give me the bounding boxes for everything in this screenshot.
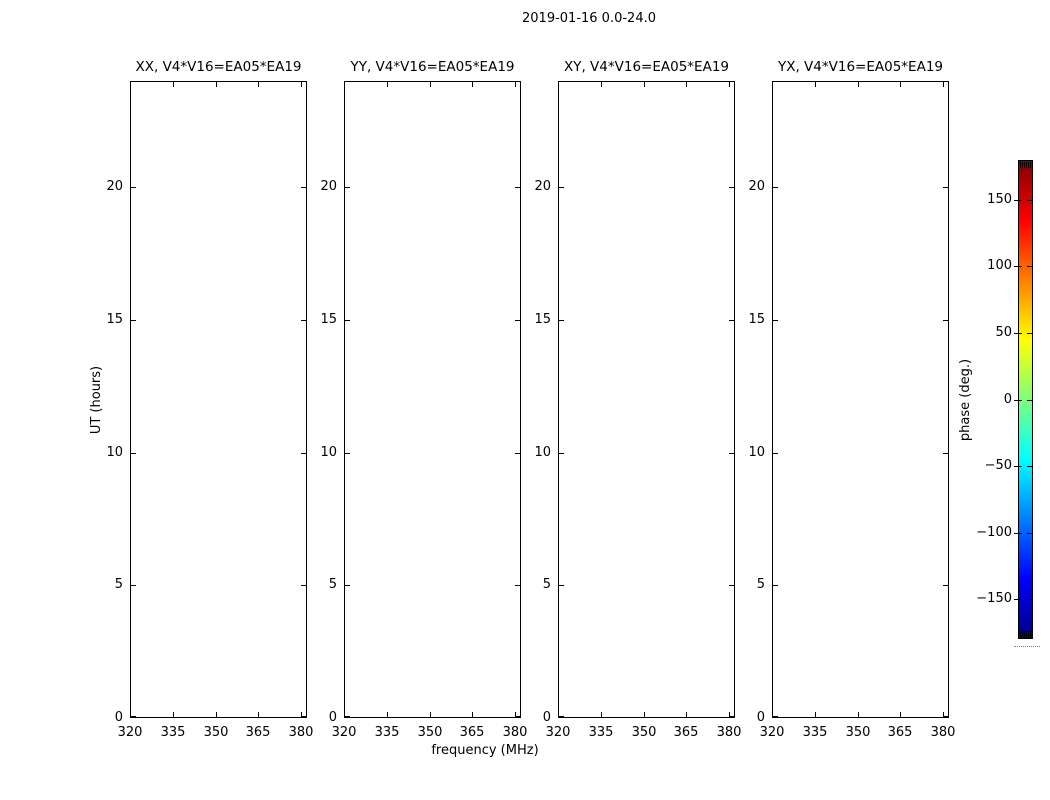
y-axis-label: UT (hours)	[89, 365, 104, 435]
y-tick-label: 20	[748, 179, 765, 194]
y-tick	[559, 716, 564, 717]
x-tick	[858, 82, 859, 87]
y-tick-label: 20	[534, 179, 551, 194]
y-tick	[773, 187, 778, 188]
x-tick	[686, 82, 687, 87]
x-tick	[387, 712, 388, 717]
y-tick	[345, 453, 350, 454]
colorbar-tick-label: 100	[987, 258, 1012, 273]
x-tick	[900, 712, 901, 717]
colorbar-tick	[1014, 333, 1022, 334]
colorbar-label: phase (deg.)	[958, 358, 973, 442]
colorbar-tick-label: −50	[984, 458, 1012, 473]
x-tick-label: 350	[845, 725, 871, 740]
y-tick	[773, 320, 778, 321]
x-tick-label: 320	[117, 725, 143, 740]
x-tick-label: 380	[502, 725, 528, 740]
x-tick-label: 335	[374, 725, 400, 740]
subplot-yx	[772, 81, 949, 718]
x-tick-label: 380	[716, 725, 742, 740]
y-tick-label: 10	[106, 445, 123, 460]
colorbar-tick	[1027, 200, 1032, 201]
x-tick-label: 380	[288, 725, 314, 740]
subplot-yy	[344, 81, 521, 718]
x-tick	[772, 82, 773, 87]
x-tick	[686, 712, 687, 717]
subplot-title-xx: XX, V4*V16=EA05*EA19	[135, 59, 302, 75]
colorbar-tick	[1014, 533, 1022, 534]
x-tick-label: 350	[417, 725, 443, 740]
subplot-xy	[558, 81, 735, 718]
x-tick	[515, 82, 516, 87]
colorbar-tick	[1014, 599, 1022, 600]
y-tick	[559, 187, 564, 188]
x-axis-label: frequency (MHz)	[431, 743, 539, 758]
y-tick-label: 0	[328, 710, 337, 725]
x-tick	[858, 712, 859, 717]
colorbar-tick	[1027, 400, 1032, 401]
x-tick	[430, 82, 431, 87]
colorbar-tick-label: −150	[976, 591, 1012, 606]
y-tick-label: 0	[114, 710, 123, 725]
y-tick-label: 5	[756, 577, 765, 592]
x-tick	[258, 712, 259, 717]
y-tick-label: 0	[756, 710, 765, 725]
x-tick	[729, 82, 730, 87]
colorbar-dotted-line	[1014, 646, 1040, 647]
figure-title: 2019-01-16 0.0-24.0	[522, 11, 656, 26]
x-tick-label: 320	[759, 725, 785, 740]
y-tick	[131, 187, 136, 188]
y-tick-label: 20	[106, 179, 123, 194]
colorbar-tick-label: 50	[995, 325, 1012, 340]
x-tick	[601, 712, 602, 717]
y-tick-label: 15	[748, 312, 765, 327]
y-tick	[345, 716, 350, 717]
y-tick	[943, 585, 948, 586]
colorbar-tick	[1027, 466, 1032, 467]
y-tick	[773, 453, 778, 454]
x-tick	[216, 82, 217, 87]
x-tick	[943, 82, 944, 87]
subplot-title-yy: YY, V4*V16=EA05*EA19	[350, 59, 515, 75]
y-tick	[943, 453, 948, 454]
x-tick	[216, 712, 217, 717]
x-tick	[472, 82, 473, 87]
y-tick	[131, 320, 136, 321]
colorbar-tick	[1014, 266, 1022, 267]
y-tick	[773, 585, 778, 586]
x-tick-label: 365	[459, 725, 485, 740]
y-tick-label: 5	[328, 577, 337, 592]
y-tick-label: 5	[542, 577, 551, 592]
y-tick	[559, 585, 564, 586]
colorbar-tick	[1014, 466, 1022, 467]
y-tick	[131, 453, 136, 454]
colorbar-tick	[1027, 333, 1032, 334]
y-tick	[943, 320, 948, 321]
x-tick-label: 365	[887, 725, 913, 740]
x-tick	[900, 82, 901, 87]
colorbar-hatch-bottom	[1020, 631, 1031, 637]
y-tick	[345, 187, 350, 188]
y-tick	[773, 716, 778, 717]
colorbar-tick	[1027, 266, 1032, 267]
y-tick-label: 10	[534, 445, 551, 460]
x-tick-label: 320	[545, 725, 571, 740]
y-tick	[559, 453, 564, 454]
y-tick-label: 10	[748, 445, 765, 460]
x-tick-label: 320	[331, 725, 357, 740]
x-tick	[558, 82, 559, 87]
colorbar-tick	[1027, 533, 1032, 534]
x-tick	[173, 712, 174, 717]
y-tick-label: 15	[534, 312, 551, 327]
colorbar-tick	[1027, 599, 1032, 600]
y-tick	[943, 187, 948, 188]
y-tick-label: 5	[114, 577, 123, 592]
x-tick-label: 365	[245, 725, 271, 740]
y-tick-label: 10	[320, 445, 337, 460]
x-tick-label: 335	[802, 725, 828, 740]
y-tick	[943, 716, 948, 717]
y-tick	[131, 716, 136, 717]
y-tick	[345, 585, 350, 586]
y-tick-label: 20	[320, 179, 337, 194]
x-tick-label: 350	[631, 725, 657, 740]
colorbar-tick-label: 150	[987, 192, 1012, 207]
colorbar-tick-label: −100	[976, 525, 1012, 540]
x-tick	[815, 712, 816, 717]
y-tick	[131, 585, 136, 586]
subplot-xx	[130, 81, 307, 718]
x-tick-label: 335	[588, 725, 614, 740]
x-tick	[472, 712, 473, 717]
colorbar-tick	[1014, 200, 1022, 201]
y-tick	[559, 320, 564, 321]
subplot-title-xy: XY, V4*V16=EA05*EA19	[563, 59, 729, 75]
x-tick	[644, 82, 645, 87]
colorbar-tick	[1014, 400, 1022, 401]
y-tick-label: 15	[320, 312, 337, 327]
x-tick	[644, 712, 645, 717]
y-tick-label: 0	[542, 710, 551, 725]
x-tick	[344, 82, 345, 87]
colorbar-tick-label: 0	[1003, 392, 1012, 407]
x-tick	[815, 82, 816, 87]
x-tick	[430, 712, 431, 717]
x-tick-label: 335	[160, 725, 186, 740]
x-tick	[130, 82, 131, 87]
subplot-title-yx: YX, V4*V16=EA05*EA19	[777, 59, 943, 75]
x-tick-label: 350	[203, 725, 229, 740]
x-tick	[301, 82, 302, 87]
x-tick-label: 365	[673, 725, 699, 740]
y-tick-label: 15	[106, 312, 123, 327]
x-tick	[173, 82, 174, 87]
y-tick	[345, 320, 350, 321]
x-tick	[387, 82, 388, 87]
x-tick	[258, 82, 259, 87]
x-tick-label: 380	[930, 725, 956, 740]
colorbar-hatch-top	[1020, 162, 1031, 168]
x-tick	[601, 82, 602, 87]
